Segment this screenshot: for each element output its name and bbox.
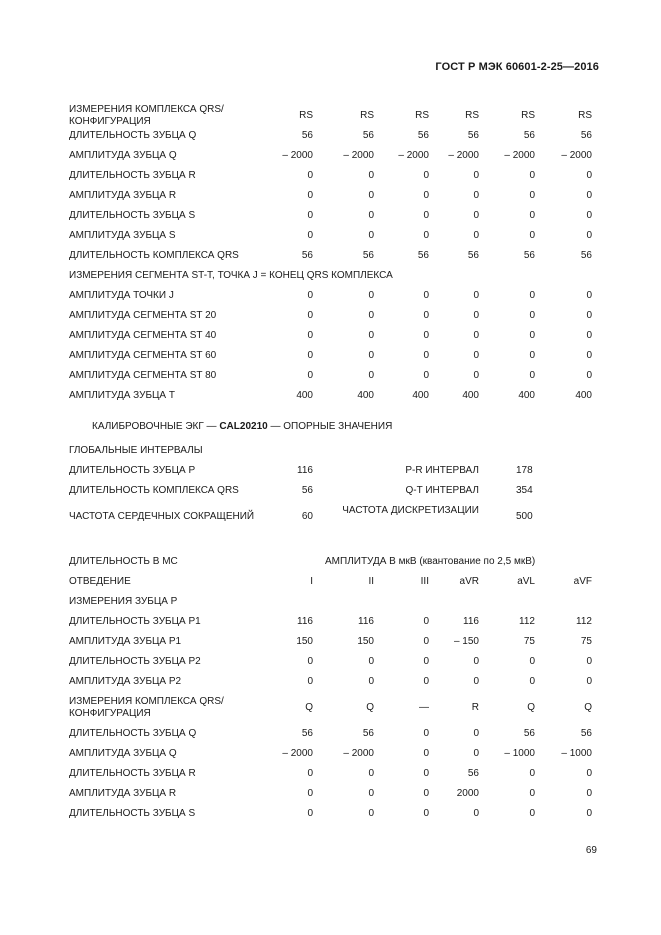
cell-value: 0 [473,370,479,381]
cell-value: 0 [368,788,374,799]
cell-value: R [471,702,479,713]
cell-value: 400 [575,390,592,401]
row-label: ДЛИТЕЛЬНОСТЬ КОМПЛЕКСА QRS [69,250,239,261]
cell-value: 0 [586,370,592,381]
cell-value: 0 [307,330,313,341]
cell-value: 56 [417,250,429,261]
row-label: АМПЛИТУДА ЗУБЦА P2 [69,676,182,687]
global-row-label: ДЛИТЕЛЬНОСТЬ ЗУБЦА P [69,465,196,476]
row-label: АМПЛИТУДА ЗУБЦА Q [69,748,177,759]
cell-value: – 2000 [282,150,313,161]
cell-value: 56 [301,130,313,141]
cell-value: – 2000 [343,150,374,161]
cell-value: 0 [473,676,479,687]
row-label: ДЛИТЕЛЬНОСТЬ ЗУБЦА R [69,170,196,181]
cell-value: 56 [580,250,592,261]
cell-value: 112 [519,616,535,627]
cell-value: 0 [586,676,592,687]
cell-value: 0 [586,330,592,341]
cell-value: 0 [423,190,429,201]
cell-value: 0 [423,676,429,687]
cell-value: 0 [307,768,313,779]
cell-value: 56 [523,130,535,141]
caption-prefix: КАЛИБРОВОЧНЫЕ ЭКГ — [92,421,220,432]
cell-value: – 2000 [448,150,479,161]
cell-value: 75 [523,636,535,647]
cell-value: 0 [473,350,479,361]
global-row-value: 60 [301,511,313,522]
cell-value: 0 [473,170,479,181]
cell-value: 0 [473,230,479,241]
row-label: АМПЛИТУДА ЗУБЦА P1 [69,636,182,647]
cell-value: 0 [368,290,374,301]
cell-value: – 1000 [504,748,535,759]
lead-header: aVL [517,576,535,587]
cell-value: 56 [301,728,313,739]
row-label: АМПЛИТУДА ТОЧКИ J [69,290,174,301]
cell-value: 0 [529,350,535,361]
cell-value: 56 [467,130,479,141]
cell-value: 0 [368,230,374,241]
cell-value: 2000 [456,788,479,799]
row-label: ДЛИТЕЛЬНОСТЬ ЗУБЦА P2 [69,656,201,667]
cell-value: 0 [529,370,535,381]
row-label: АМПЛИТУДА ЗУБЦА T [69,390,175,401]
cell-value: 0 [529,190,535,201]
global-row-label-2: ЧАСТОТА ДИСКРЕТИЗАЦИИ [342,505,479,516]
cell-value: 0 [586,190,592,201]
row-label: АМПЛИТУДА ЗУБЦА R [69,190,177,201]
cell-value: 0 [473,656,479,667]
cell-value: 0 [368,768,374,779]
row-label: АМПЛИТУДА СЕГМЕНТА ST 80 [69,370,217,381]
row-label: АМПЛИТУДА ЗУБЦА R [69,788,177,799]
cell-value: 0 [473,330,479,341]
cell-value: 56 [362,250,374,261]
cell-value: 0 [473,808,479,819]
cell-value: Q [305,702,313,713]
cell-value: 56 [467,250,479,261]
amplitude-units-label: АМПЛИТУДА В мкВ (квантование по 2,5 мкВ) [325,556,536,567]
cell-value: – 2000 [343,748,374,759]
cell-value: 0 [423,210,429,221]
cell-value: 56 [523,250,535,261]
cell-value: 0 [586,788,592,799]
row-label: ИЗМЕРЕНИЯ ЗУБЦА P [69,596,178,607]
cell-value: 400 [412,390,429,401]
cell-value: 0 [423,748,429,759]
global-row-value-2: 178 [516,465,533,476]
cell-value: 0 [473,290,479,301]
row-label: ДЛИТЕЛЬНОСТЬ ЗУБЦА Q [69,728,197,739]
cell-value: 0 [586,170,592,181]
row-label: ИЗМЕРЕНИЯ КОМПЛЕКСА QRS/КОНФИГУРАЦИЯ [69,696,224,719]
cell-value: 0 [586,808,592,819]
cell-value: 56 [417,130,429,141]
row-label: ДЛИТЕЛЬНОСТЬ ЗУБЦА S [69,808,196,819]
cell-value: 0 [473,190,479,201]
global-row-value: 56 [301,485,313,496]
cell-value: 0 [423,788,429,799]
cell-value: 0 [423,170,429,181]
document-header: ГОСТ Р МЭК 60601-2-25—2016 [435,61,599,73]
cell-value: 0 [307,788,313,799]
cell-value: 400 [357,390,374,401]
cell-value: 400 [518,390,535,401]
cell-value: 0 [423,290,429,301]
lead-header: aVR [459,576,479,587]
cell-value: — [419,702,429,713]
cell-value: 0 [423,350,429,361]
cell-value: 0 [473,210,479,221]
cell-value: – 2000 [282,748,313,759]
cell-value: 150 [296,636,313,647]
cell-value: 0 [423,616,429,627]
row-label: ДЛИТЕЛЬНОСТЬ ЗУБЦА R [69,768,196,779]
global-row-label: ДЛИТЕЛЬНОСТЬ КОМПЛЕКСА QRS [69,485,239,496]
cell-value: – 1000 [561,748,592,759]
global-row-label-2: Q-T ИНТЕРВАЛ [405,485,479,496]
cell-value: 0 [307,808,313,819]
cell-value: 0 [529,768,535,779]
cell-value: 0 [529,210,535,221]
cell-value: 150 [357,636,374,647]
cell-value: 0 [586,350,592,361]
cell-value: 0 [529,230,535,241]
cell-value: RS [299,110,313,121]
row-label: АМПЛИТУДА ЗУБЦА Q [69,150,177,161]
cell-value: RS [521,110,535,121]
cell-value: 0 [423,636,429,647]
cell-value: 0 [368,330,374,341]
cell-value: 0 [368,370,374,381]
cell-value: 0 [368,190,374,201]
cell-value: 116 [358,616,374,627]
cell-value: 56 [467,768,479,779]
cell-value: 56 [523,728,535,739]
cell-value: 0 [307,350,313,361]
cell-value: 75 [580,636,592,647]
cell-value: 56 [580,130,592,141]
cell-value: 0 [529,808,535,819]
cell-value: 0 [529,656,535,667]
lead-label: ОТВЕДЕНИЕ [69,576,131,587]
cell-value: 400 [462,390,479,401]
cell-value: RS [465,110,479,121]
cell-value: 0 [529,170,535,181]
global-row-value-2: 354 [516,485,533,496]
cell-value: 0 [307,230,313,241]
cell-value: 0 [368,808,374,819]
lead-header: III [420,576,429,587]
cell-value: 0 [423,330,429,341]
cell-value: 116 [463,616,479,627]
cell-value: 0 [368,210,374,221]
cell-value: 0 [368,656,374,667]
lead-header: aVF [573,576,592,587]
row-label: АМПЛИТУДА СЕГМЕНТА ST 60 [69,350,217,361]
cell-value: 0 [586,656,592,667]
cell-value: Q [527,702,535,713]
row-label: ДЛИТЕЛЬНОСТЬ ЗУБЦА S [69,210,196,221]
cell-value: 0 [529,290,535,301]
duration-units-label: ДЛИТЕЛЬНОСТЬ В МС [69,556,178,567]
cell-value: 0 [307,190,313,201]
row-label: ИЗМЕРЕНИЯ СЕГМЕНТА ST-T, ТОЧКА J = КОНЕЦ QRS КОМПЛЕКСА [69,270,393,281]
cell-value: 0 [423,656,429,667]
row-label: ИЗМЕРЕНИЯ КОМПЛЕКСА QRS/КОНФИГУРАЦИЯ [69,104,224,127]
cell-value: – 2000 [504,150,535,161]
cell-value: – 2000 [561,150,592,161]
caption-suffix: — ОПОРНЫЕ ЗНАЧЕНИЯ [267,421,393,432]
global-row-value-2: 500 [516,511,533,522]
cell-value: 0 [423,808,429,819]
cell-value: 0 [307,656,313,667]
cell-value: RS [415,110,429,121]
cell-value: 0 [368,676,374,687]
cell-value: 0 [586,310,592,321]
cell-value: 0 [423,230,429,241]
cell-value: 0 [423,768,429,779]
cell-value: 0 [307,170,313,181]
cell-value: 0 [368,350,374,361]
cell-value: Q [366,702,374,713]
lead-header: I [310,576,313,587]
cell-value: 0 [368,170,374,181]
cell-value: 0 [307,676,313,687]
cell-value: 0 [307,370,313,381]
row-label: ДЛИТЕЛЬНОСТЬ ЗУБЦА P1 [69,616,201,627]
global-row-label: ЧАСТОТА СЕРДЕЧНЫХ СОКРАЩЕНИЙ [69,511,255,522]
cell-value: 0 [529,676,535,687]
row-label: АМПЛИТУДА СЕГМЕНТА ST 40 [69,330,217,341]
cell-value: 0 [307,210,313,221]
caption-code: CAL20210 [219,421,268,432]
cell-value: 112 [576,616,592,627]
cell-value: 56 [362,728,374,739]
cell-value: – 2000 [398,150,429,161]
cell-value: 0 [423,370,429,381]
cell-value: 0 [307,310,313,321]
global-row-label-2: P-R ИНТЕРВАЛ [405,465,479,476]
row-label: АМПЛИТУДА СЕГМЕНТА ST 20 [69,310,217,321]
cell-value: 0 [586,230,592,241]
table-caption [92,421,392,432]
cell-value: 0 [586,768,592,779]
global-row-value: 116 [297,465,313,476]
cell-value: – 150 [453,636,479,647]
row-label: ДЛИТЕЛЬНОСТЬ ЗУБЦА Q [69,130,197,141]
cell-value: 400 [296,390,313,401]
cell-value: 56 [362,130,374,141]
cell-value: 116 [297,616,313,627]
cell-value: 56 [580,728,592,739]
global-intervals-title: ГЛОБАЛЬНЫЕ ИНТЕРВАЛЫ [69,445,203,456]
cell-value: 0 [473,728,479,739]
page-number: 69 [585,845,597,856]
cell-value: 0 [423,310,429,321]
cell-value: 0 [529,330,535,341]
cell-value: RS [578,110,592,121]
cell-value: 0 [368,310,374,321]
cell-value: 0 [529,310,535,321]
row-label: АМПЛИТУДА ЗУБЦА S [69,230,176,241]
cell-value: 56 [301,250,313,261]
cell-value: 0 [473,310,479,321]
cell-value: 0 [529,788,535,799]
cell-value: 0 [586,210,592,221]
lead-header: II [368,576,374,587]
cell-value: Q [584,702,592,713]
cell-value: 0 [423,728,429,739]
cell-value: 0 [586,290,592,301]
cell-value: RS [360,110,374,121]
cell-value: 0 [473,748,479,759]
cell-value: 0 [307,290,313,301]
